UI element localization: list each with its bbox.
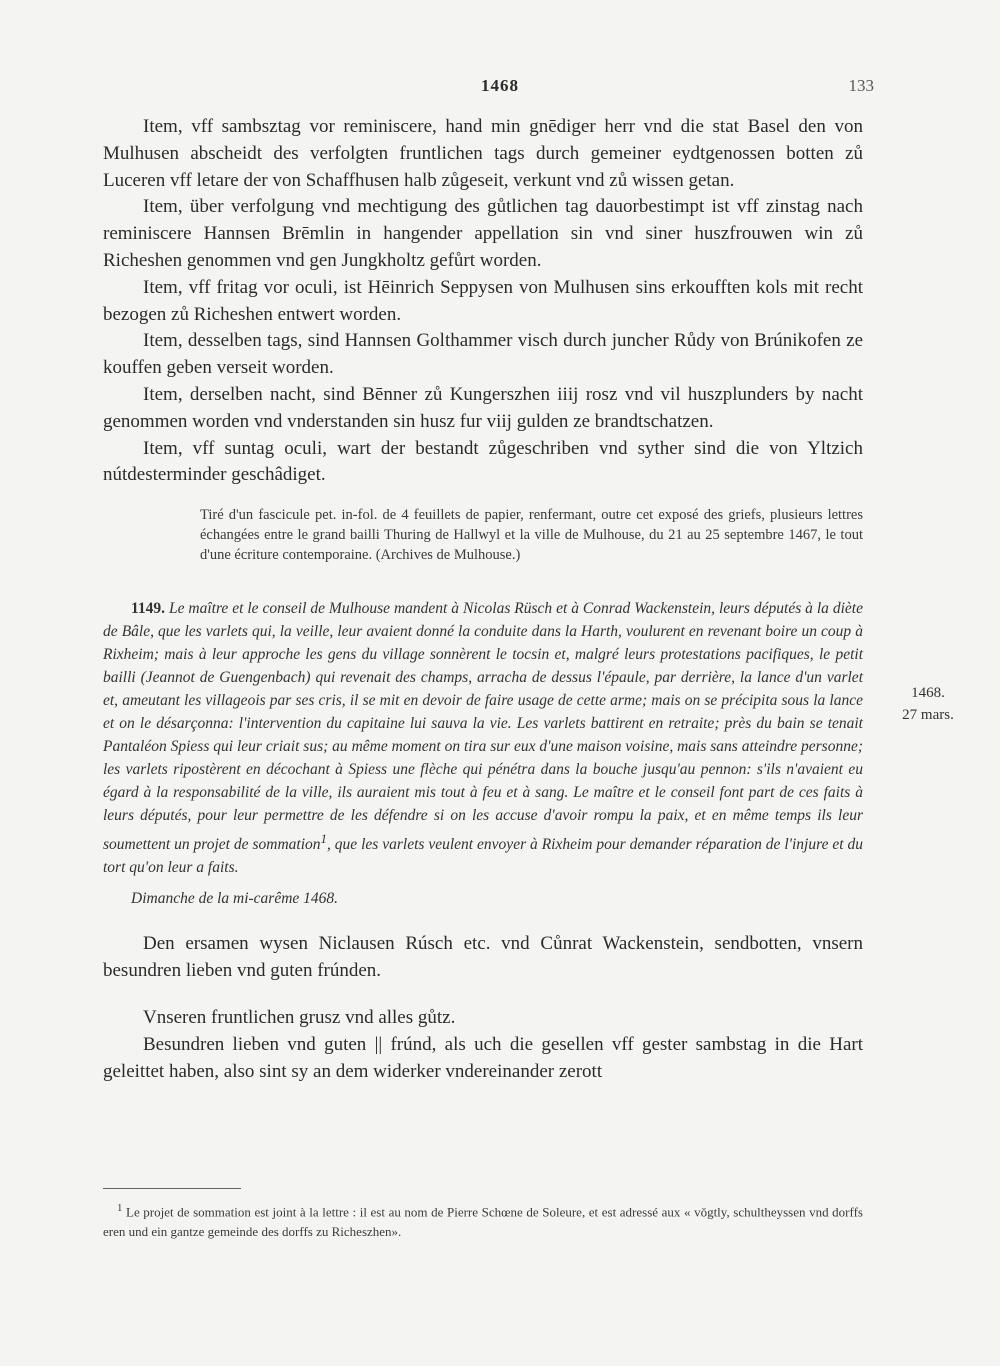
footnote	[103, 1198, 863, 1242]
paragraph-item-1: Item, vff sambsztag vor reminiscere, hand min gnēdiger herr vnd die stat Basel den von Mulhusen abscheidt des verfolgten fruntlichen tags durch gemeiner eydtgenossen botten zů Luceren vff letare der von Schaffhusen halb zůgeseit, verkunt vnd zů wissen getan.	[103, 116, 863, 191]
letter-address: Den ersamen wysen Niclausen Rúsch etc. vnd Cůnrat Wackenstein, sendbotten, vnsern besundren lieben vnd guten frúnden.	[103, 933, 863, 982]
paragraph-item-6: Item, vff suntag oculi, wart der bestandt zůgeschriben vnd syther sind die von Yltzich nútdesterminder geschâdiget.	[103, 437, 863, 486]
paragraph-item-2: Item, über verfolgung vnd mechtigung des gůtlichen tag dauorbestimpt ist vff zinstag nach reminiscere Hannsen Brēmlin in hangender appellation sin vnd siner huszfrouwen win zů Richeshen genommen vnd gen Jungkholtz gefůrt worden.	[103, 196, 863, 271]
margin-date-note	[878, 682, 978, 726]
running-head-year: 1468	[481, 76, 519, 95]
document-date: Dimanche de la mi-carême 1468.	[131, 890, 339, 908]
document-number: 1149.	[131, 600, 166, 618]
letter-body: Besundren lieben vnd guten || frúnd, als uch die gesellen vff gester sambstag in die Hart geleittet haben, also sint sy an dem widerker vndereinander zerott	[103, 1034, 863, 1083]
paragraph-item-4: Item, desselben tags, sind Hannsen Golthammer visch durch juncher Růdy von Brúnikofen ze kouffen geben verseit worden.	[103, 330, 863, 379]
main-text	[103, 114, 863, 1085]
source-note: Tiré d'un fascicule pet. in-fol. de 4 feuillets de papier, renfermant, outre cet exposé des griefs, plusieurs lettres échangées entre le grand bailli Thuring de Hallwyl et la ville de Mulhouse, du 21 au 25 septembre 1467, le tout d'une écriture contemporaine. (Archives de Mulhouse.)	[200, 507, 863, 564]
footnote-number: 1	[117, 1202, 123, 1214]
footnote-divider	[103, 1188, 241, 1189]
letter-greeting: Vnseren fruntlichen grusz vnd alles gůtz.	[143, 1007, 456, 1029]
margin-year: 1468.	[911, 685, 945, 701]
page-number: 133	[848, 76, 874, 95]
document-summary	[103, 597, 863, 879]
footnote-text: Le projet de sommation est joint à la lettre : il est au nom de Pierre Schœne de Soleure, et est adressé aux « vǒgtly, schultheyssen vnd dorffs eren und ein gantze gemeinde des dorffs zu Richeszhen».	[103, 1204, 863, 1240]
paragraph-item-3: Item, vff fritag vor oculi, ist Hēinrich Seppysen von Mulhusen sins erkoufften kols mit recht bezogen zů Richeshen entwert worden.	[103, 276, 863, 325]
footnote-marker: 1	[320, 831, 327, 847]
paragraph-item-5: Item, derselben nacht, sind Bēnner zů Kungerszhen iiij rosz vnd vil huszplunders by nacht genommen worden vnd vnderstanden sin husz fur viij gulden ze brandtschatzen.	[103, 383, 863, 432]
summary-text-end: , que les varlets veulent envoyer à Rixheim pour demander réparation de l'injure et du tort qu'on leur a faits.	[103, 836, 863, 877]
margin-day: 27 mars.	[902, 707, 954, 723]
running-head	[0, 76, 1000, 100]
summary-text: Le maître et le conseil de Mulhouse mandent à Nicolas Rüsch et à Conrad Wackenstein, leurs députés à la diète de Bâle, que les varlets qui, la veille, leur avaient donné la conduite dans la Harth, voulurent en revenant boire un coup à Rixheim; mais à leur approche les gens du village sonnèrent le tocsin et, malgré leurs protestations pacifiques, le petit bailli (Jeannot de Guengenbach) qui revenait des champs, arracha de dessus l'épaule, par derrière, la lance d'un varlet et, ameutant les villageois par ses cris, il se mit en devoir de faire usage de cette arme; mais on se précipita sous la lance et on le désarçonna: l'intervention du capitaine lui sauva la vie. Les varlets battirent en retraite; près du bain se tenait Pantaléon Spiess qui leur criait sus; au même moment on tira sur eux d'une maison voisine, mais sans atteindre personne; les varlets ripostèrent en décochant à Spiess une flèche qui pénétra dans la bouche jusqu'au pennon: s'ils n'avaient eu égard à la responsabilité de la ville, ils auraient mis tout à feu et à sang. Le maître et le conseil font part de ces faits à leurs députés, pour leur permettre de les défendre si on les accuse d'avoir rompu la paix, et en même temps ils leur soumettent un projet de sommation	[103, 600, 863, 854]
